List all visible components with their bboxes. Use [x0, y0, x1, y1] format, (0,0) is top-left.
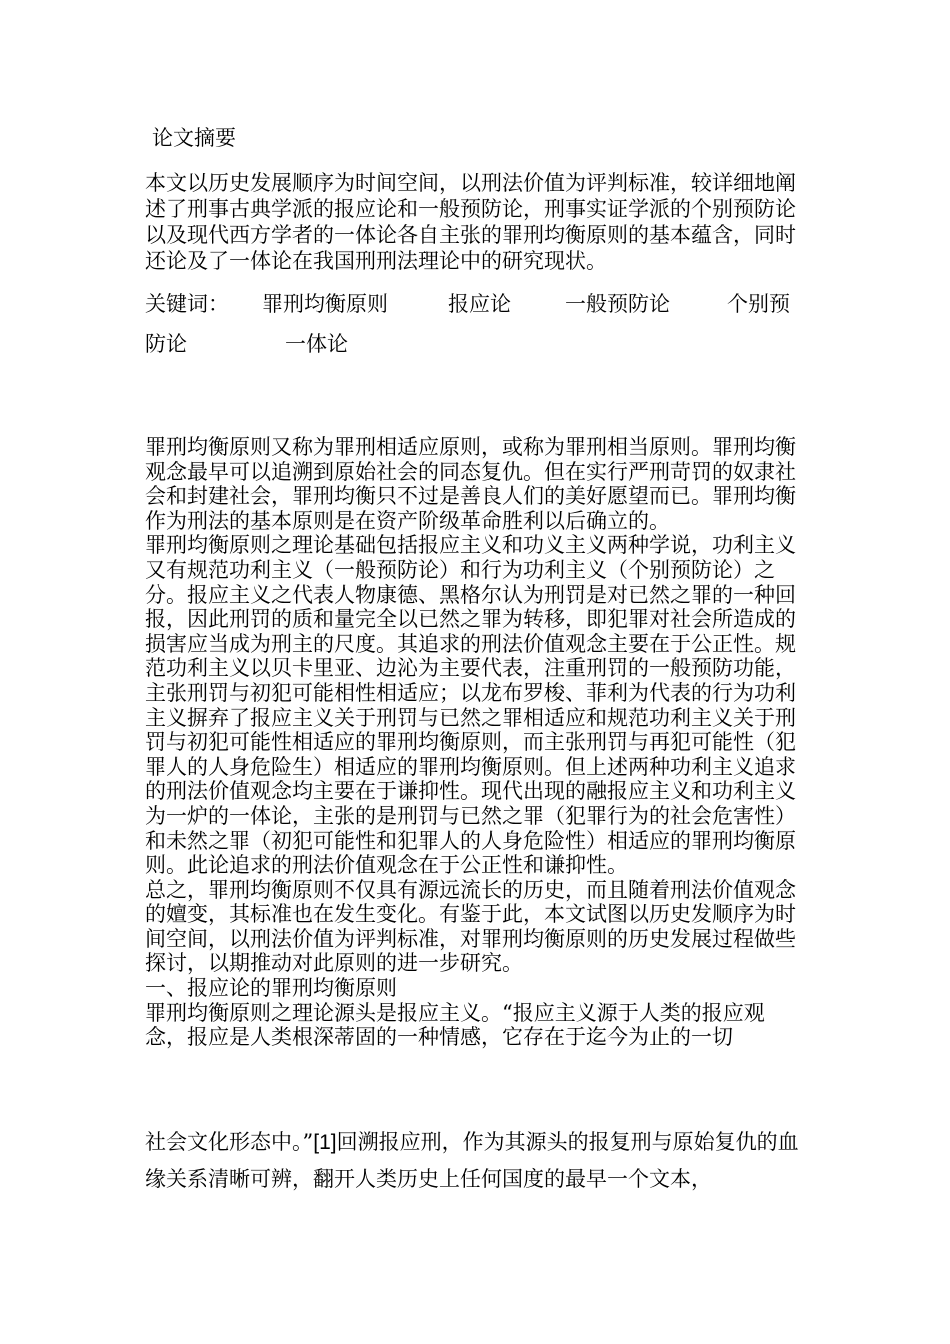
body-text	[145, 435, 805, 1050]
paragraph-text: 回溯报应刑，作为其源头的报复刑与原始复仇的血缘关系清晰可辨，翻开人类历史上任何国度的最早一个文本，	[145, 1130, 799, 1191]
keywords-label: 关键词：	[145, 292, 229, 316]
keywords-block	[145, 290, 805, 370]
paragraph: 罪刑均衡原则之理论源头是报应主义。“报应主义源于人类的报应观念，报应是人类根深蒂固的一种情感，它存在于迄今为止的一切	[145, 1000, 765, 1050]
paragraph-text: 社会文化形态中。”	[145, 1130, 314, 1154]
keyword-item: 报应论	[448, 292, 511, 316]
keyword-item: 个别预	[727, 292, 790, 316]
abstract-heading: 论文摘要	[152, 126, 236, 150]
section-heading: 一、报应论的罪刑均衡原则	[145, 976, 397, 1001]
keyword-item: 罪刑均衡原则	[262, 292, 388, 316]
paragraph: 罪刑均衡原则又称为罪刑相适应原则，或称为罪刑相当原则。罪刑均衡观念最早可以追溯到原始社会的同态复仇。但在实行严刑苛罚的奴隶社会和封建社会，罪刑均衡只不过是善良人们的美好愿望而已。罪刑均衡作为刑法的基本原则是在资产阶级革命胜利以后确立的。	[145, 435, 796, 533]
paragraph: 罪刑均衡原则之理论基础包括报应主义和功义主义两种学说，功利主义又有规范功利主义（一般预防论）和行为功利主义（个别预防论）之分。报应主义之代表人物康德、黑格尔认为刑罚是对已然之罪的一种回报，因此刑罚的质和量完全以已然之罪为转移，即犯罪对社会所造成的损害应当成为刑主的尺度。其追求的刑法价值观念主要在于公正性。规范功利主义以贝卡里亚、边沁为主要代表，注重刑罚的一般预防功能，主张刑罚与初犯可能相性相适应；以龙布罗梭、菲利为代表的行为功利主义摒弃了报应主义关于刑罚与已然之罪相适应和规范功利主义关于刑罚与初犯可能性相适应的罪刑均衡原则，而主张刑罚与再犯可能性（犯罪人的人身危险生）相适应的罪刑均衡原则。但上述两种功利主义追求的刑法价值观念均主要在于谦抑性。现代出现的融报应主义和功利主义为一炉的一体论，主张的是刑罚与已然之罪（犯罪行为的社会危害性）和未然之罪（初犯可能性和犯罪人的人身危险性）相适应的罪刑均衡原则。此论追求的刑法价值观念在于公正性和谦抑性。	[145, 533, 796, 878]
keyword-item: 一般预防论	[565, 292, 670, 316]
paragraph-continuation	[145, 1124, 805, 1197]
citation-marker: [1]	[313, 1131, 337, 1154]
keyword-item: 防论	[145, 332, 187, 356]
abstract-text: 本文以历史发展顺序为时间空间，以刑法价值为评判标准，较详细地阐述了刑事古典学派的报应论和一般预防论，刑事实证学派的个别预防论以及现代西方学者的一体论各自主张的罪刑均衡原则的基本蕴含，同时还论及了一体论在我国刑刑法理论中的研究现状。	[145, 171, 796, 273]
keyword-item: 一体论	[285, 332, 348, 356]
paragraph: 总之，罪刑均衡原则不仅具有源远流长的历史，而且随着刑法价值观念的嬗变，其标准也在发生变化。有鉴于此，本文试图以历史发顺序为时间空间，以刑法价值为评判标准，对罪刑均衡原则的历史发展过程做些探讨，以期推动对此原则的进一步研究。	[145, 877, 796, 976]
